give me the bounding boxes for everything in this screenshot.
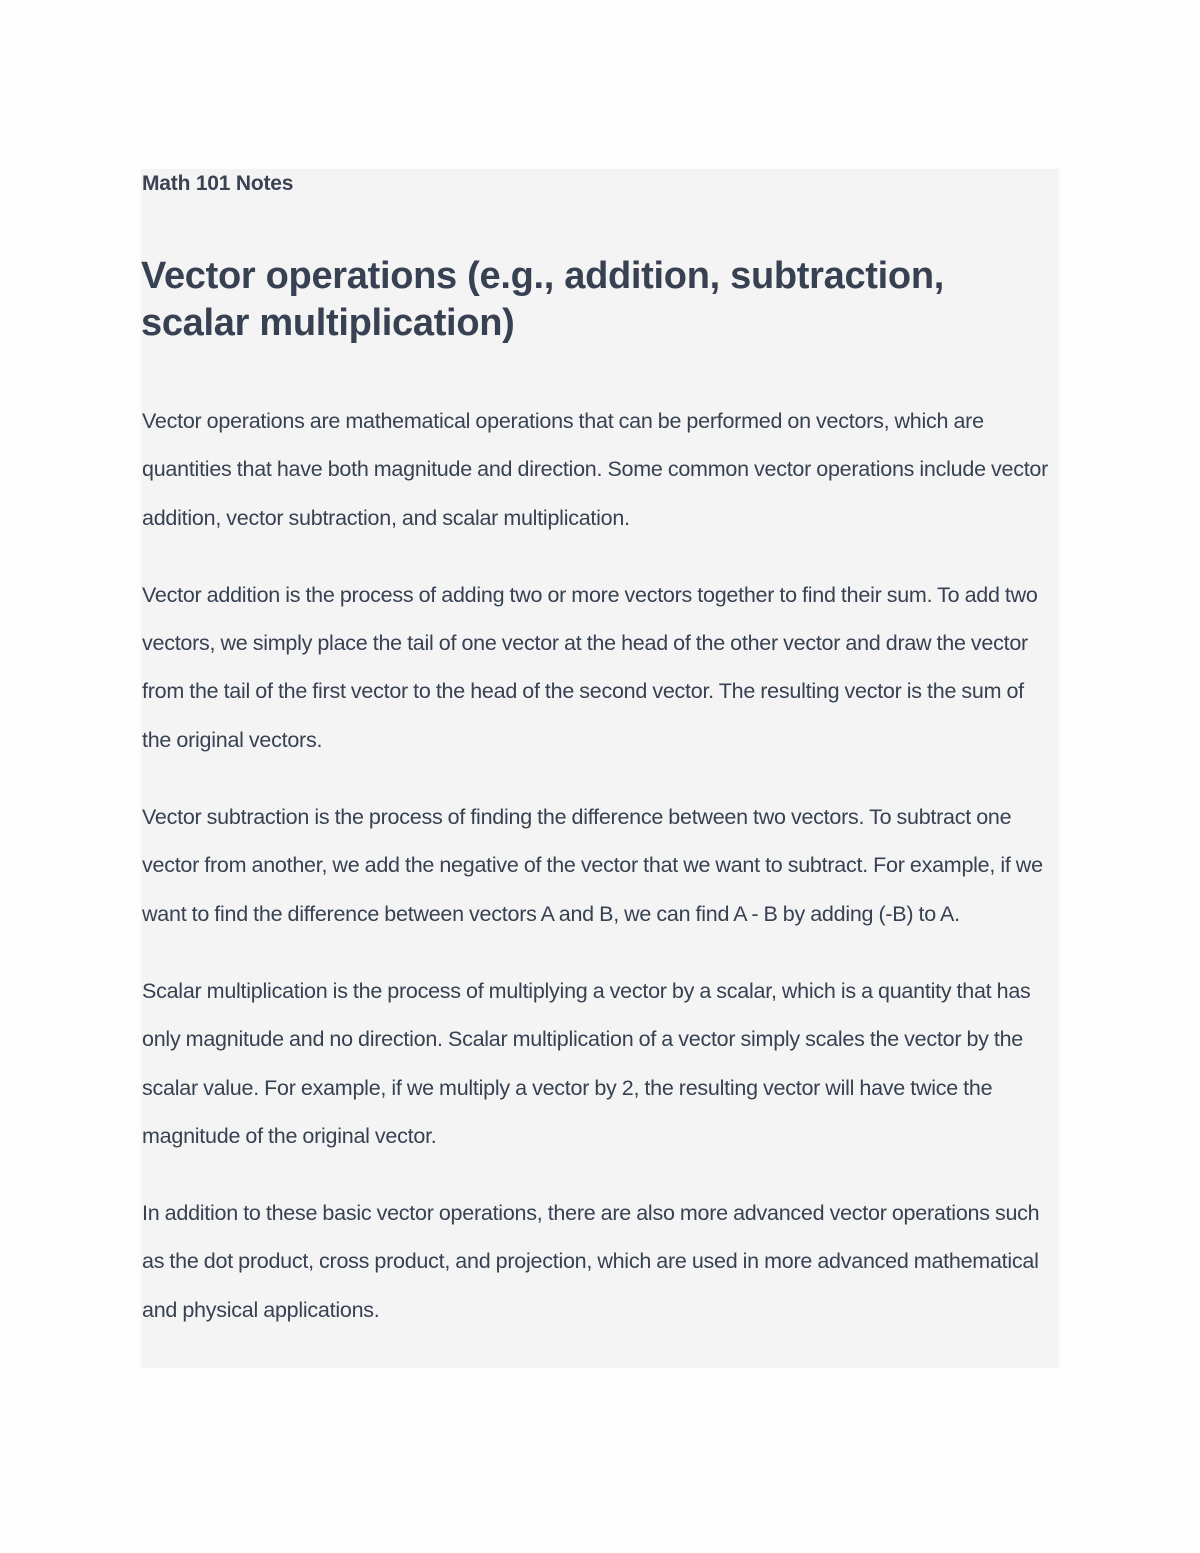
- document-label: Math 101 Notes: [142, 172, 294, 195]
- paragraph-vector-addition: Vector addition is the process of adding two or more vectors together to find their sum. To add two vectors, we simply place the tail of one vector at the head of the other vector and draw the vector from the tail of the first vector to the head of the second vector. The resulting vector is the sum of the original vectors.: [142, 582, 1038, 752]
- paragraph-scalar-multiplication: Scalar multiplication is the process of multiplying a vector by a scalar, which is a quantity that has only magnitude and no direction. Scalar multiplication of a vector simply scales the vector by the scalar value. For example, if we multiply a vector by 2, the resulting vector will have twice the magnitude of the original vector.: [142, 978, 1031, 1148]
- paragraph-vector-subtraction: Vector subtraction is the process of finding the difference between two vectors. To subtract one vector from another, we add the negative of the vector that we want to subtract. For example, if we want to find the difference between vectors A and B, we can find A - B by adding (-B) to A.: [142, 805, 1043, 926]
- paragraph-advanced-operations: In addition to these basic vector operations, there are also more advanced vector operations such as the dot product, cross product, and projection, which are used in more advanced mathematical and physical applications.: [142, 1201, 1040, 1322]
- document-content: [141, 169, 1059, 1368]
- document-title: Vector operations (e.g., addition, subtraction, scalar multiplication): [141, 255, 944, 344]
- document-body: [142, 397, 1058, 1363]
- paragraph-intro: Vector operations are mathematical operations that can be performed on vectors, which are quantities that have both magnitude and direction. Some common vector operations include vector addition, vector subtraction, and scalar multiplication.: [142, 409, 1049, 530]
